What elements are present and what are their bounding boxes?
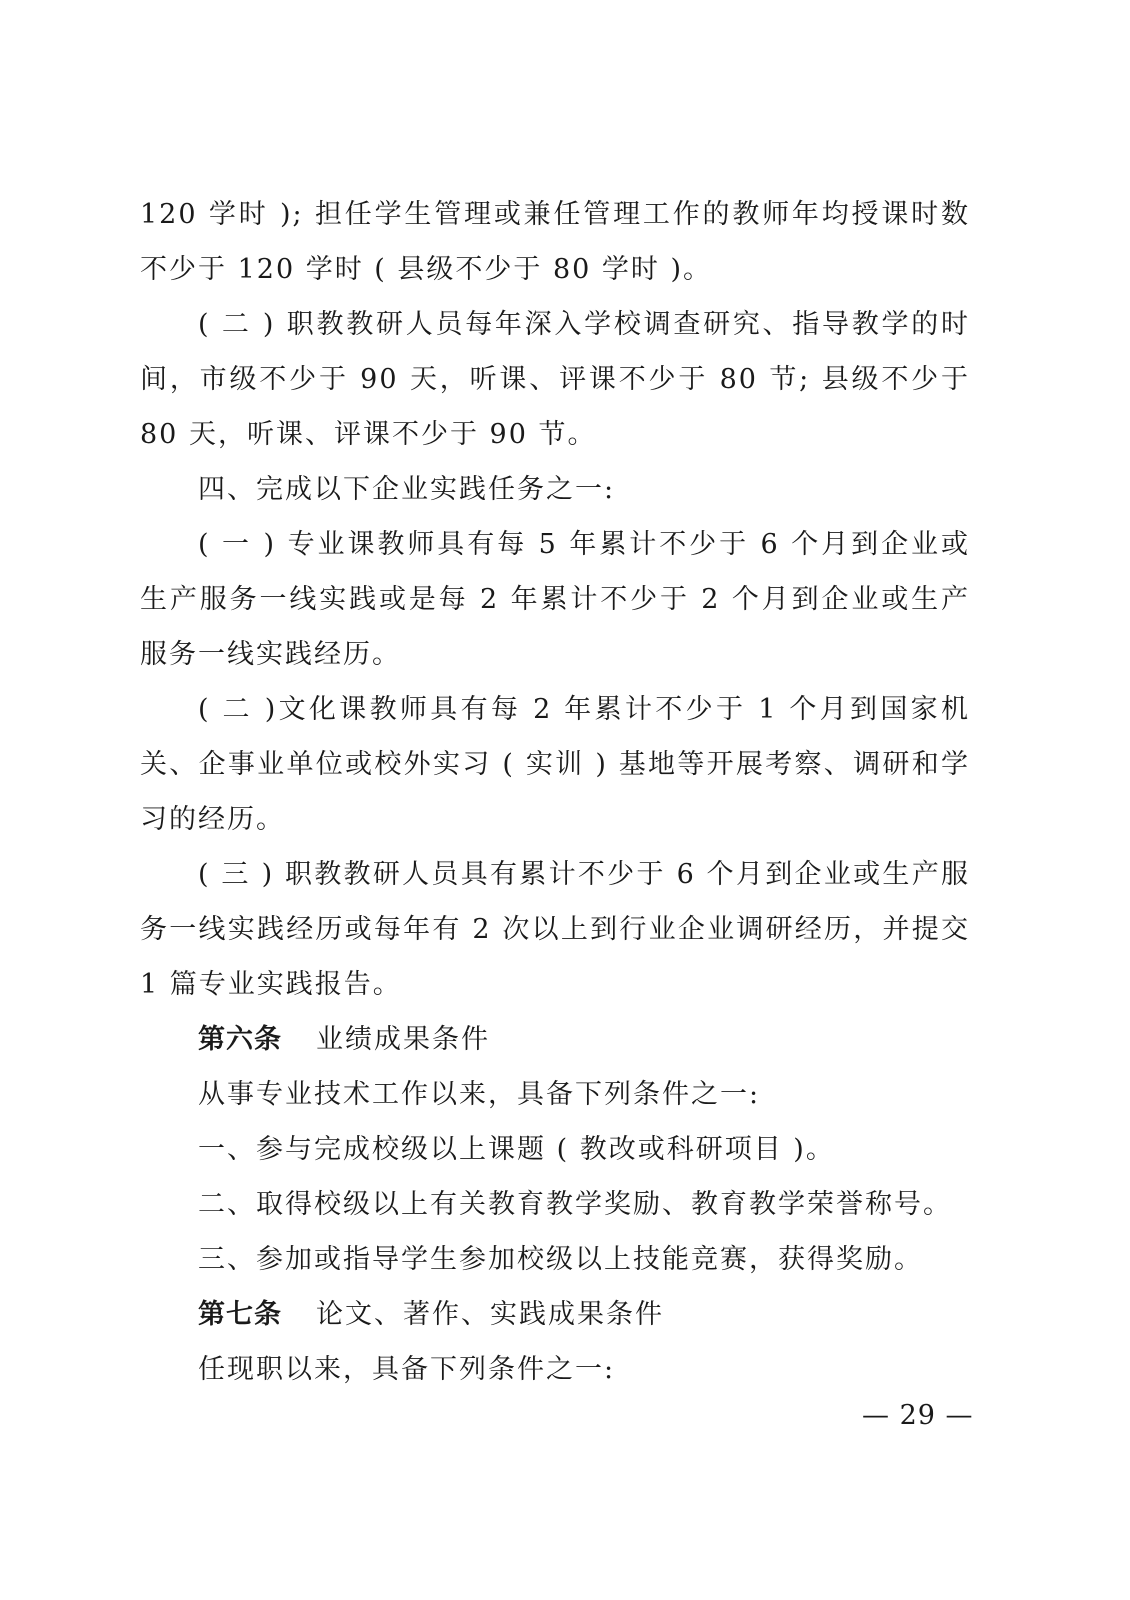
article-6-label: 第六条 (198, 1024, 282, 1055)
page-number: — 29 — (862, 1400, 974, 1431)
body-text (140, 187, 970, 1397)
article-6-item: 三、参加或指导学生参加校级以上技能竞赛，获得奖励。 (198, 1244, 923, 1275)
paragraph-research-staff: ( 三 ) 职教教研人员具有累计不少于 6 个月到企业或生产服务一线实践经历或每年有 2 次以上到行业企业调研经历，并提交 1 篇专业实践报告。 (140, 859, 970, 1000)
article-7-label: 第七条 (198, 1299, 282, 1330)
article-6-intro: 从事专业技术工作以来，具备下列条件之一: (198, 1079, 761, 1110)
article-6-item: 二、取得校级以上有关教育教学奖励、教育教学荣誉称号。 (198, 1189, 952, 1220)
article-7-title: 论文、著作、实践成果条件 (316, 1299, 664, 1330)
article-6-item: 一、参与完成校级以上课题 ( 教改或科研项目 )。 (198, 1134, 835, 1165)
paragraph-enterprise-practice-heading: 四、完成以下企业实践任务之一: (198, 474, 616, 505)
paragraph-continuation: 120 学时 ); 担任学生管理或兼任管理工作的教师年均授课时数不少于 120 学时 ( 县级不少于 80 学时 )。 (140, 199, 970, 285)
paragraph-teaching-research-time: ( 二 ) 职教教研人员每年深入学校调查研究、指导教学的时间，市级不少于 90 天，听课、评课不少于 80 节; 县级不少于 80 天，听课、评课不少于 90 节。 (140, 309, 970, 450)
article-7-intro: 任现职以来，具备下列条件之一: (198, 1354, 616, 1385)
article-7-heading (140, 1287, 970, 1342)
article-6-title: 业绩成果条件 (316, 1024, 490, 1055)
article-6-heading (140, 1012, 970, 1067)
paragraph-culture-teachers: ( 二 )文化课教师具有每 2 年累计不少于 1 个月到国家机关、企事业单位或校外实习 ( 实训 ) 基地等开展考察、调研和学习的经历。 (140, 694, 970, 835)
paragraph-professional-teachers: ( 一 ) 专业课教师具有每 5 年累计不少于 6 个月到企业或生产服务一线实践或是每 2 年累计不少于 2 个月到企业或生产服务一线实践经历。 (140, 529, 970, 670)
